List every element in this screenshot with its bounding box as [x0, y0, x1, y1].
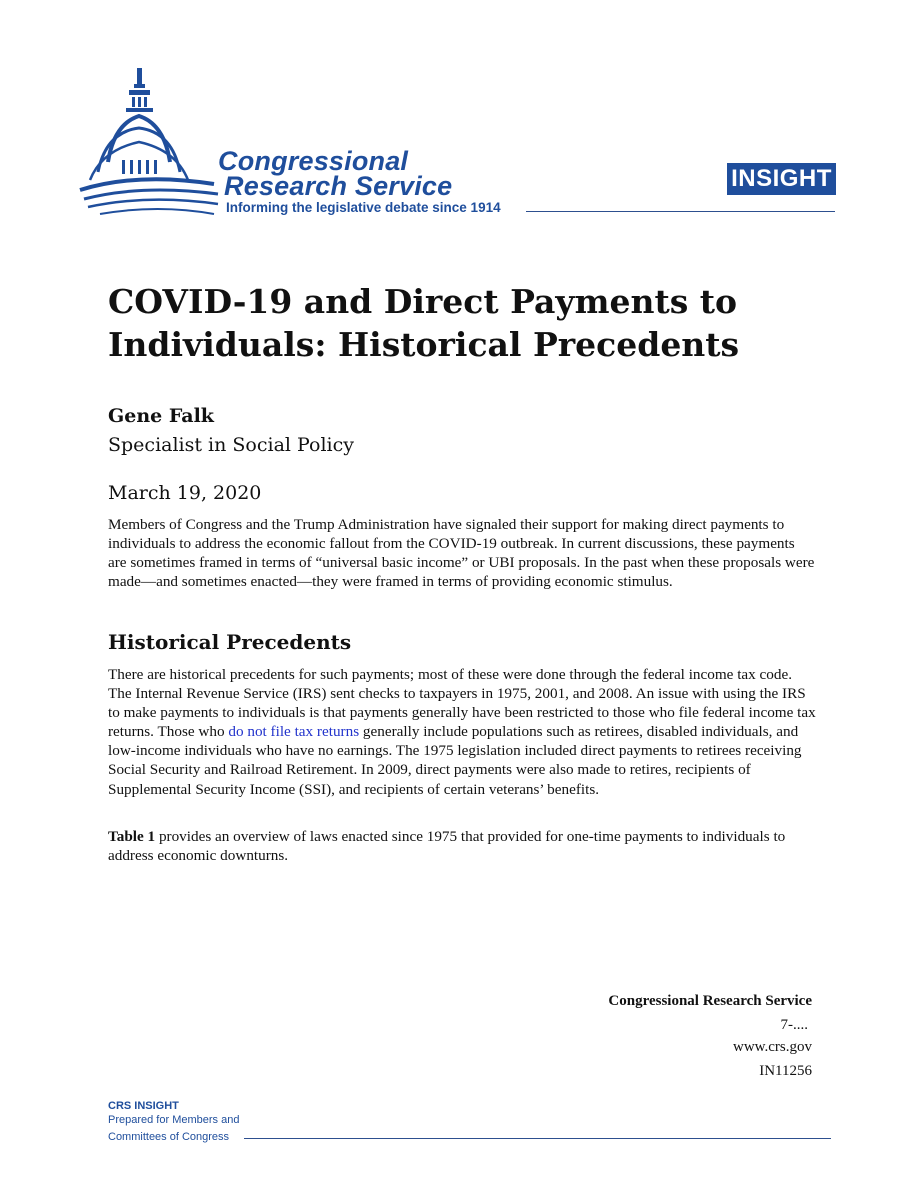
footer-report-number: 7-....	[780, 1017, 808, 1033]
intro-paragraph: Members of Congress and the Trump Administration have signaled their support for making direct payments to individuals to address the economic fallout from the COVID-19 outbreak. In current discussions, these payments are sometimes framed in terms of “universal basic income” or UBI proposals. In the past when these proposals were made—and sometimes enacted—they were framed in terms of providing economic stimulus.	[108, 516, 815, 591]
section-heading: Historical Precedents	[108, 630, 352, 654]
historical-text-before: There are historical precedents for such payments; most of these were done through the federal income tax code. The Internal Revenue Service (IRS) sent checks to taxpayers in 1975, 2001, and 2008. An issue with using the IRS to make payments to individuals is that payments generally have been restricted to those who file federal income tax returns. Those who	[108, 666, 816, 741]
publication-date: March 19, 2020	[108, 482, 262, 504]
logo-org-line1: Congressional	[218, 146, 409, 176]
footer-report-id: IN11256	[759, 1063, 812, 1079]
capitol-dome-icon	[78, 62, 228, 222]
table-paragraph-text: provides an overview of laws enacted since 1975 that provided for one-time payments to individuals to address economic downturns.	[108, 828, 786, 865]
author-role: Specialist in Social Policy	[108, 434, 354, 456]
historical-text-after: generally include populations such as retirees, disabled individuals, and low-income individuals who have no earnings. The 1975 legislation included direct payments to retirees receiving Social Security and Railroad Retirement. In 2009, direct payments were also made to retires, recipients of Supplemental Security Income (SSI), and recipients of certain veterans’ benefits.	[108, 723, 802, 798]
historical-paragraph	[108, 665, 816, 799]
footer-prepared-line1: Prepared for Members and	[108, 1114, 240, 1126]
crs-logo	[78, 62, 548, 222]
header-rule	[526, 211, 835, 212]
table-1-reference: Table 1	[108, 828, 156, 845]
logo-tagline: Informing the legislative debate since 1914	[226, 200, 501, 215]
footer-prepared-line2: Committees of Congress	[108, 1131, 230, 1143]
insight-badge: INSIGHT	[727, 163, 836, 195]
page-title: COVID-19 and Direct Payments to Individuals: Historical Precedents	[108, 282, 740, 364]
footer-org-name: Congressional Research Service	[608, 993, 812, 1009]
footer-url[interactable]: www.crs.gov	[732, 1039, 812, 1055]
logo-org-line2: Research Service	[224, 171, 453, 201]
table-reference-paragraph	[108, 827, 816, 865]
footer-crs-insight: CRS INSIGHT	[108, 1100, 179, 1112]
author-name: Gene Falk	[108, 405, 214, 427]
do-not-file-link[interactable]: do not file tax returns	[228, 723, 360, 741]
footer-rule	[244, 1138, 831, 1139]
